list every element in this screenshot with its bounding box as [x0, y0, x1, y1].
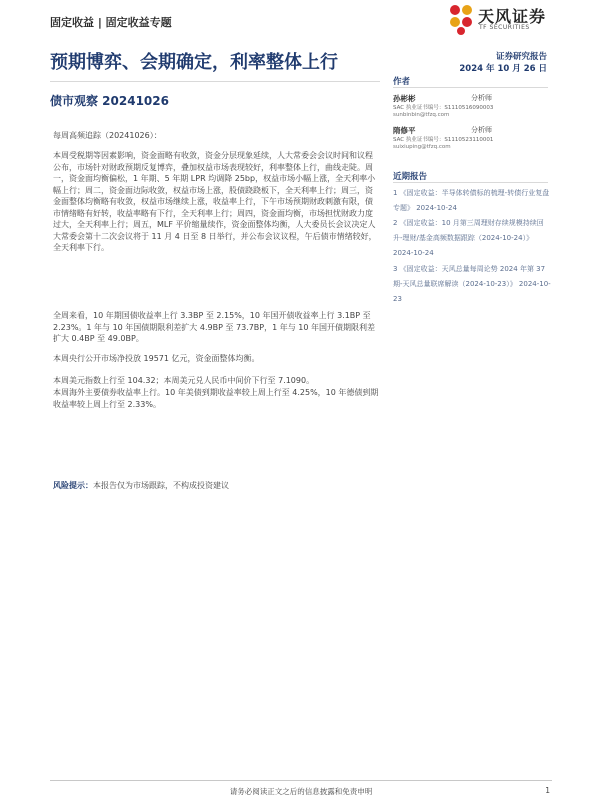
report-title: 预期博弈、会期确定，利率整体上行 [50, 52, 338, 73]
report-date: 2024 年 10 月 26 日 [459, 64, 547, 74]
body-intro: 每周高频追踪（20241026）： [53, 131, 162, 140]
author-license: SAC 执业证书编号：S1110516090003 [393, 105, 494, 111]
author-role: 分析师 [471, 126, 492, 134]
author-role: 分析师 [471, 94, 492, 102]
breadcrumb: 固定收益 | 固定收益专题 [50, 16, 172, 29]
company-logo [446, 2, 556, 36]
recent-report-item[interactable]: 3 《固定收益：天风总量每周论势 2024 年第 37 期-天风总量联席解读（2024-10-23）》 2024-10-23 [393, 265, 551, 303]
author-name: 隋修平 [393, 126, 416, 135]
author-email[interactable]: suixiuping@tfzq.com [393, 144, 451, 150]
recent-report-item[interactable]: 1 《固定收益：半导体转债标的梳理-转债行业复盘专题》 2024-10-24 [393, 189, 550, 212]
recent-report-item[interactable]: 2 《固定收益：10 月第三周理财存续规模持续回升-理财/基金高频数据跟踪（2024-10-24）》 2024-10-24 [393, 219, 544, 257]
authors-heading: 作者 [393, 77, 411, 87]
footer-disclaimer: 请务必阅读正文之后的信息披露和免责申明 [229, 787, 373, 796]
recent-reports-heading: 近期报告 [393, 172, 428, 182]
report-type: 证券研究报告 [495, 52, 547, 62]
logo-english-name: TF SECURITIES [479, 24, 530, 31]
logo-mark-icon [446, 2, 476, 36]
author-email[interactable]: sunbinbin@tfzq.com [393, 112, 450, 118]
body-paragraph: 本周受税期等因素影响，资金面略有收敛，资金分层现象延续，人大常委会会议时间和议程公布，市场针对财政预期反复博弈，叠加权益市场表现较好，利率整体上行，曲线走陡。周一，资金面均衡偏松，1 年期、5 年期 LPR 均调降 25bp，权益市场小幅上涨，全天利率小幅上行；周二，资金面边际收敛，权益市场上涨，股债跷跷板下，全天利率上行；周三，资金面整体均衡略有收敛，权益市场继续上涨，收益率上行，下午市场预期财政刺激有限，债市情绪略有好转，收益率略有下行，全天利率上行；周四，资金面均衡，市场担忧财政力度过大，全天利率上行；周五，MLF 平价缩量续作，资金面整体均衡，人大委员长会议决定人大常委会第十二次会议将于 11 月 4 日至 8 日举行，并公布会议议程，午后债市情绪较好，全天利率下行。 [53, 151, 377, 252]
author-card [393, 125, 553, 161]
author-card [393, 93, 553, 129]
footer-divider [50, 780, 552, 781]
authors-divider [393, 87, 548, 88]
report-subtitle: 债市观察 20241026 [50, 94, 169, 108]
recent-reports-divider [393, 182, 548, 183]
risk-text: 本报告仅为市场跟踪，不构成投资建议 [93, 481, 229, 490]
body-paragraph: 本周海外主要债券收益率上行。10 年美债到期收益率较上周上行至 4.25%，10 年德债到期收益率较上周上行至 2.33%。 [53, 388, 379, 409]
author-name: 孙彬彬 [393, 94, 416, 103]
author-license: SAC 执业证书编号：S1110523110001 [393, 137, 494, 143]
page-number: 1 [545, 786, 550, 795]
body-paragraph: 全周来看，10 年期国债收益率上行 3.3BP 至 2.15%，10 年国开债收益率上行 3.1BP 至 2.23%。1 年与 10 年国债期限利差扩大 4.9BP 至 73.7BP，1 年与 10 年国开债期限利差扩大 0.4BP 至 49.0BP。 [53, 311, 375, 343]
risk-warning [53, 480, 229, 491]
risk-label: 风险提示： [53, 481, 93, 490]
body-paragraph: 本周美元指数上行至 104.32；本周美元兑人民币中间价下行至 7.1090。 [53, 376, 315, 385]
title-divider [50, 81, 380, 82]
logo-name: 天风证券 [478, 7, 547, 26]
body-paragraph: 本周央行公开市场净投放 19571 亿元，资金面整体均衡。 [53, 354, 260, 363]
